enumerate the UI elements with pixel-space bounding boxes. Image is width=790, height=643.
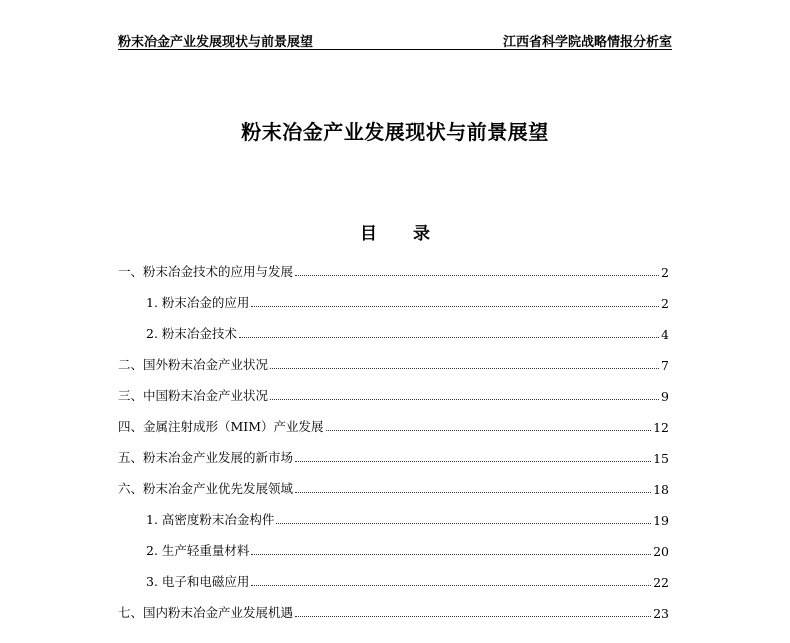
- toc-entry-page-number: 18: [653, 482, 669, 497]
- toc-entry-label: 三、中国粉末冶金产业状况: [118, 388, 269, 403]
- toc-entry-label: 3. 电子和电磁应用: [146, 574, 250, 589]
- toc-entry-label: 2. 生产轻重量材料: [146, 543, 250, 558]
- toc-entry[interactable]: [118, 342, 669, 373]
- toc-entry-label: 1. 粉末冶金的应用: [146, 295, 250, 310]
- toc-subentry[interactable]: [118, 311, 669, 342]
- toc-entry-label: 2. 粉末冶金技术: [146, 326, 237, 341]
- toc-leader-dots: [295, 491, 651, 493]
- toc-entry-label: 五、粉末冶金产业发展的新市场: [118, 450, 294, 465]
- toc-entry-page-number: 15: [653, 451, 669, 466]
- toc-entry[interactable]: [118, 435, 669, 466]
- toc-entry-label: 二、国外粉末冶金产业状况: [118, 357, 269, 372]
- toc-leader-dots: [326, 429, 652, 431]
- toc-entry-label: 1. 高密度粉末冶金构件: [146, 512, 275, 527]
- toc-entry[interactable]: [118, 590, 669, 621]
- toc-leader-dots: [295, 615, 651, 617]
- toc-entry-page-number: 12: [653, 420, 669, 435]
- toc-entry-page-number: 7: [661, 358, 669, 373]
- table-of-contents: [118, 249, 669, 621]
- toc-leader-dots: [276, 522, 651, 524]
- toc-entry[interactable]: [118, 466, 669, 497]
- toc-leader-dots: [270, 367, 659, 369]
- document-title: 粉末冶金产业发展现状与前景展望: [241, 120, 549, 144]
- toc-entry-page-number: 9: [661, 389, 669, 404]
- toc-entry-page-number: 2: [661, 296, 669, 311]
- toc-entry-label: 四、金属注射成形（MIM）产业发展: [118, 419, 324, 434]
- toc-leader-dots: [295, 274, 659, 276]
- toc-subentry[interactable]: [118, 559, 669, 590]
- toc-entry-page-number: 2: [661, 265, 669, 280]
- toc-subentry[interactable]: [118, 528, 669, 559]
- toc-entry-label: 七、国内粉末冶金产业发展机遇: [118, 605, 294, 620]
- toc-entry[interactable]: [118, 373, 669, 404]
- toc-entry[interactable]: [118, 404, 669, 435]
- toc-leader-dots: [251, 584, 651, 586]
- toc-entry-page-number: 19: [653, 513, 669, 528]
- toc-entry-page-number: 23: [653, 606, 669, 621]
- toc-leader-dots: [270, 398, 659, 400]
- toc-entry-page-number: 20: [653, 544, 669, 559]
- toc-subentry[interactable]: [118, 497, 669, 528]
- toc-entry[interactable]: [118, 249, 669, 280]
- toc-entry-label: 六、粉末冶金产业优先发展领域: [118, 481, 294, 496]
- toc-leader-dots: [295, 460, 651, 462]
- toc-leader-dots: [239, 336, 659, 338]
- toc-entry-label: 一、粉末冶金技术的应用与发展: [118, 264, 294, 279]
- page-header: [118, 26, 672, 50]
- header-divider: [118, 49, 672, 50]
- toc-entry-page-number: 4: [661, 327, 669, 342]
- toc-entry-page-number: 22: [653, 575, 669, 590]
- toc-heading: 目录: [360, 224, 466, 244]
- header-right-org: 江西省科学院战略情报分析室: [502, 35, 672, 50]
- toc-subentry[interactable]: [118, 280, 669, 311]
- toc-leader-dots: [251, 553, 651, 555]
- toc-leader-dots: [251, 305, 659, 307]
- header-left-title: 粉末冶金产业发展现状与前景展望: [118, 35, 314, 50]
